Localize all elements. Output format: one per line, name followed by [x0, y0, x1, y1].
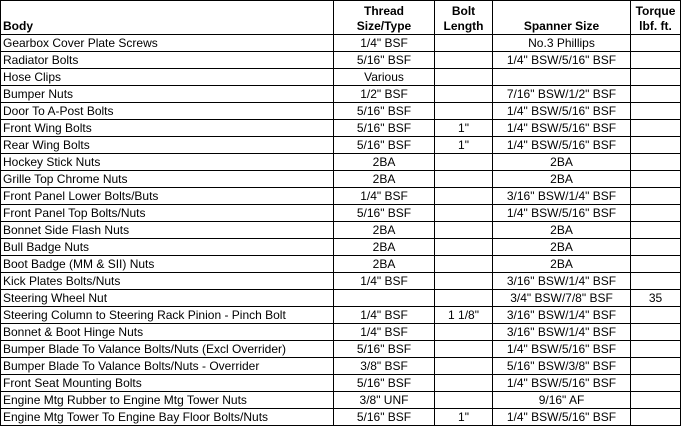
table-row	[1, 239, 681, 256]
body-cell: Bumper Blade To Valance Bolts/Nuts - Overrider	[1, 358, 334, 375]
thread-size-cell	[334, 290, 435, 307]
bolt-length-cell: 1 1/8"	[435, 307, 493, 324]
torque-cell	[631, 171, 681, 188]
body-cell: Gearbox Cover Plate Screws	[1, 35, 334, 52]
table-row	[1, 86, 681, 103]
thread-size-cell: 1/4" BSF	[334, 273, 435, 290]
spanner-size-cell: 2BA	[493, 171, 631, 188]
torque-cell	[631, 222, 681, 239]
spanner-size-cell: 1/4" BSW/5/16" BSF	[493, 52, 631, 69]
torque-cell	[631, 69, 681, 86]
torque-cell	[631, 86, 681, 103]
table-row	[1, 273, 681, 290]
spanner-size-cell: 9/16" AF	[493, 392, 631, 409]
body-cell: Bull Badge Nuts	[1, 239, 334, 256]
table-body	[1, 35, 681, 426]
table-row	[1, 35, 681, 52]
bolt-length-cell	[435, 154, 493, 171]
spanner-size-cell: 1/4" BSW/5/16" BSF	[493, 137, 631, 154]
torque-cell	[631, 273, 681, 290]
thread-size-cell: 5/16" BSF	[334, 120, 435, 137]
spanner-size-cell: 1/4" BSW/5/16" BSF	[493, 375, 631, 392]
body-cell: Grille Top Chrome Nuts	[1, 171, 334, 188]
body-cell: Engine Mtg Rubber to Engine Mtg Tower Nuts	[1, 392, 334, 409]
thread-size-cell: 1/4" BSF	[334, 324, 435, 341]
thread-size-cell: 5/16" BSF	[334, 103, 435, 120]
bolt-length-cell: 1"	[435, 137, 493, 154]
table-row	[1, 52, 681, 69]
thread-size-cell: 5/16" BSF	[334, 409, 435, 426]
bolt-length-cell	[435, 35, 493, 52]
bolt-length-cell	[435, 290, 493, 307]
thread-size-cell: 1/4" BSF	[334, 307, 435, 324]
torque-cell	[631, 409, 681, 426]
torque-cell: 35	[631, 290, 681, 307]
table-row	[1, 341, 681, 358]
torque-cell	[631, 392, 681, 409]
torque-cell	[631, 375, 681, 392]
thread-size-cell: 5/16" BSF	[334, 375, 435, 392]
bolt-length-cell	[435, 69, 493, 86]
thread-size-cell: 3/8" BSF	[334, 358, 435, 375]
bolt-length-cell	[435, 256, 493, 273]
spanner-size-cell: 3/16" BSW/1/4" BSF	[493, 273, 631, 290]
spanner-size-cell: 1/4" BSW/5/16" BSF	[493, 205, 631, 222]
table-row	[1, 409, 681, 426]
bolt-length-cell	[435, 375, 493, 392]
torque-cell	[631, 324, 681, 341]
torque-cell	[631, 307, 681, 324]
table-row	[1, 307, 681, 324]
bolt-length-cell	[435, 205, 493, 222]
body-cell: Steering Column to Steering Rack Pinion - Pinch Bolt	[1, 307, 334, 324]
torque-cell	[631, 239, 681, 256]
table-row	[1, 392, 681, 409]
spanner-size-cell: 2BA	[493, 222, 631, 239]
spanner-size-cell	[493, 69, 631, 86]
body-cell: Boot Badge (MM & SII) Nuts	[1, 256, 334, 273]
bolt-length-cell	[435, 358, 493, 375]
thread-size-cell: 5/16" BSF	[334, 137, 435, 154]
thread-size-cell: Various	[334, 69, 435, 86]
torque-cell	[631, 120, 681, 137]
spanner-size-cell: 2BA	[493, 154, 631, 171]
table-row	[1, 358, 681, 375]
header-body: Body	[1, 1, 334, 35]
table-row	[1, 222, 681, 239]
torque-cell	[631, 52, 681, 69]
body-cell: Front Seat Mounting Bolts	[1, 375, 334, 392]
table-row	[1, 256, 681, 273]
bolt-length-cell	[435, 103, 493, 120]
spanner-size-cell: 1/4" BSW/5/16" BSF	[493, 341, 631, 358]
spanner-size-cell: 5/16" BSW/3/8" BSF	[493, 358, 631, 375]
thread-size-cell: 5/16" BSF	[334, 341, 435, 358]
header-spanner-size: Spanner Size	[493, 1, 631, 35]
header-torque: Torque lbf. ft.	[631, 1, 681, 35]
torque-cell	[631, 341, 681, 358]
body-cell: Kick Plates Bolts/Nuts	[1, 273, 334, 290]
body-cell: Bumper Nuts	[1, 86, 334, 103]
bolt-length-cell: 1"	[435, 409, 493, 426]
spanner-size-cell: 3/4" BSW/7/8" BSF	[493, 290, 631, 307]
spanner-size-cell: 2BA	[493, 239, 631, 256]
body-cell: Bonnet Side Flash Nuts	[1, 222, 334, 239]
table-row	[1, 154, 681, 171]
spanner-size-cell: 3/16" BSW/1/4" BSF	[493, 188, 631, 205]
bolt-length-cell	[435, 341, 493, 358]
spanner-size-cell: 2BA	[493, 256, 631, 273]
header-row	[1, 1, 681, 35]
thread-size-cell: 5/16" BSF	[334, 52, 435, 69]
thread-size-cell: 1/4" BSF	[334, 188, 435, 205]
torque-cell	[631, 137, 681, 154]
spanner-size-cell: 1/4" BSW/5/16" BSF	[493, 120, 631, 137]
bolt-length-cell	[435, 188, 493, 205]
thread-size-cell: 2BA	[334, 239, 435, 256]
body-cell: Front Panel Top Bolts/Nuts	[1, 205, 334, 222]
torque-cell	[631, 256, 681, 273]
bolt-length-cell	[435, 392, 493, 409]
thread-size-cell: 2BA	[334, 154, 435, 171]
torque-cell	[631, 103, 681, 120]
spanner-size-cell: 3/16" BSW/1/4" BSF	[493, 324, 631, 341]
table-row	[1, 171, 681, 188]
table-row	[1, 137, 681, 154]
bolt-length-cell: 1"	[435, 120, 493, 137]
body-cell: Door To A-Post Bolts	[1, 103, 334, 120]
thread-size-cell: 1/2" BSF	[334, 86, 435, 103]
spanner-size-cell: 1/4" BSW/5/16" BSF	[493, 409, 631, 426]
table-row	[1, 375, 681, 392]
bolt-length-cell	[435, 52, 493, 69]
body-cell: Hockey Stick Nuts	[1, 154, 334, 171]
thread-size-cell: 5/16" BSF	[334, 205, 435, 222]
body-cell: Radiator Bolts	[1, 52, 334, 69]
table-row	[1, 120, 681, 137]
bolt-length-cell	[435, 86, 493, 103]
torque-cell	[631, 205, 681, 222]
bolt-length-cell	[435, 222, 493, 239]
body-cell: Bumper Blade To Valance Bolts/Nuts (Excl Overrider)	[1, 341, 334, 358]
bolt-length-cell	[435, 324, 493, 341]
thread-size-cell: 2BA	[334, 171, 435, 188]
body-cell: Front Wing Bolts	[1, 120, 334, 137]
body-cell: Bonnet & Boot Hinge Nuts	[1, 324, 334, 341]
table-row	[1, 324, 681, 341]
body-cell: Engine Mtg Tower To Engine Bay Floor Bolts/Nuts	[1, 409, 334, 426]
body-cell: Rear Wing Bolts	[1, 137, 334, 154]
header-thread-size: Thread Size/Type	[334, 1, 435, 35]
bolt-length-cell	[435, 171, 493, 188]
body-cell: Steering Wheel Nut	[1, 290, 334, 307]
table-row	[1, 205, 681, 222]
spanner-size-cell: No.3 Phillips	[493, 35, 631, 52]
spanner-size-cell: 1/4" BSW/5/16" BSF	[493, 103, 631, 120]
bolt-length-cell	[435, 273, 493, 290]
thread-size-cell: 2BA	[334, 256, 435, 273]
thread-size-cell: 3/8" UNF	[334, 392, 435, 409]
bolt-length-cell	[435, 239, 493, 256]
table-row	[1, 290, 681, 307]
torque-cell	[631, 154, 681, 171]
torque-cell	[631, 188, 681, 205]
thread-size-cell: 2BA	[334, 222, 435, 239]
spanner-size-cell: 7/16" BSW/1/2" BSF	[493, 86, 631, 103]
body-cell: Hose Clips	[1, 69, 334, 86]
thread-size-cell: 1/4" BSF	[334, 35, 435, 52]
table-row	[1, 69, 681, 86]
spanner-size-cell: 3/16" BSW/1/4" BSF	[493, 307, 631, 324]
table-row	[1, 188, 681, 205]
torque-cell	[631, 35, 681, 52]
torque-cell	[631, 358, 681, 375]
table-row	[1, 103, 681, 120]
body-cell: Front Panel Lower Bolts/Buts	[1, 188, 334, 205]
header-bolt-length: Bolt Length	[435, 1, 493, 35]
